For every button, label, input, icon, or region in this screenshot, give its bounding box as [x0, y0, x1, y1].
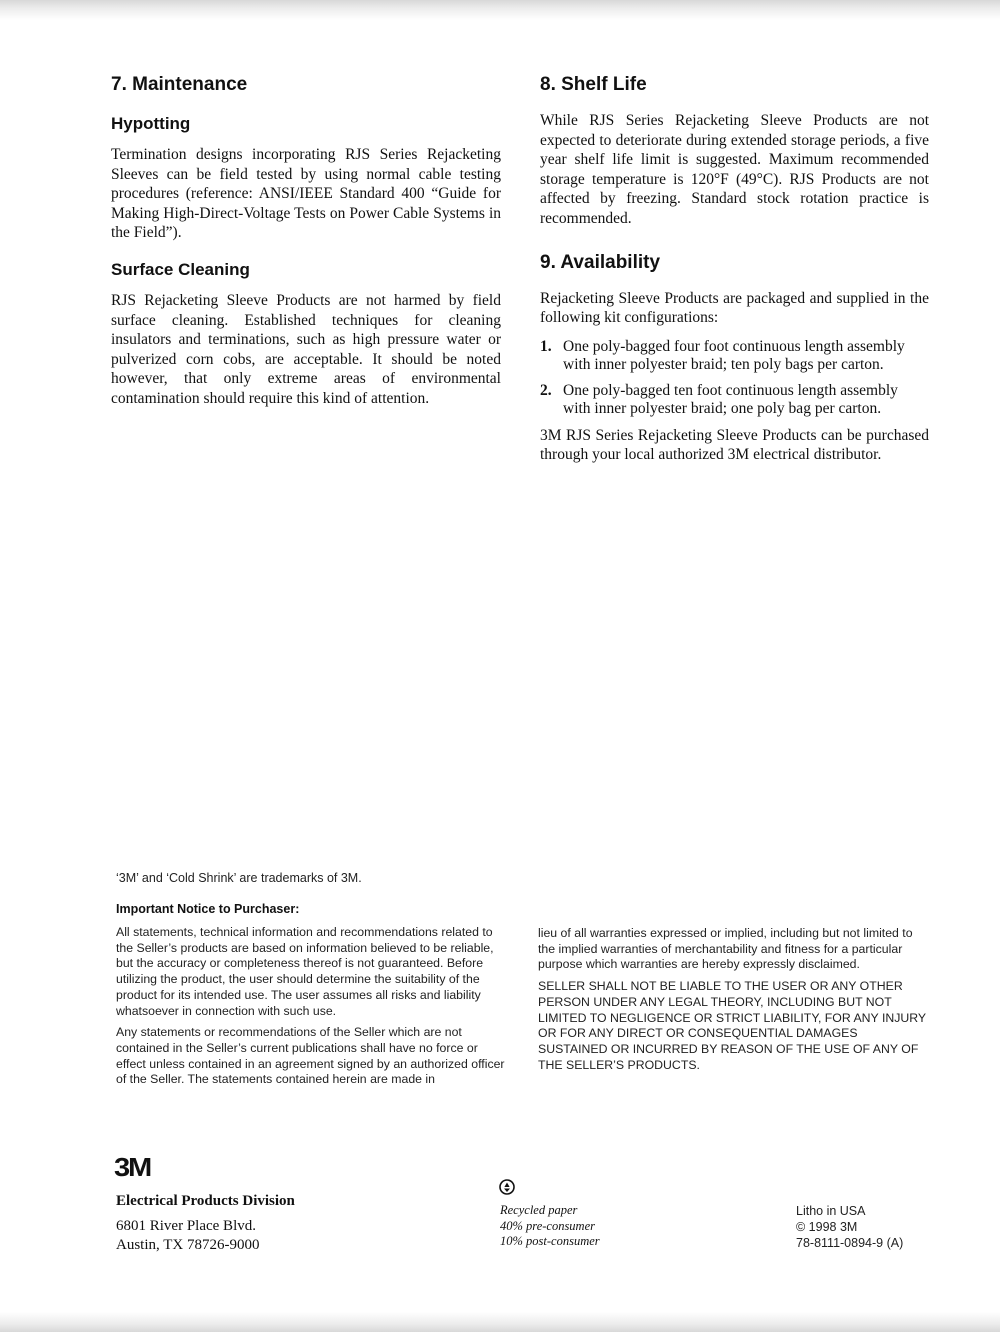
availability-intro: Rejacketing Sleeve Products are packaged and supplied in the following kit configurations:: [540, 289, 929, 327]
shelf-life-text: While RJS Series Rejacketing Sleeve Products are not expected to deteriorate during extended storage periods, a five year shelf life limit is suggested. Maximum recommended storage temperature is 120°F (49°C). RJS Products are not affected by freezing. Standard stock rotation practice is recommended.: [540, 112, 929, 227]
litho-line: Litho in USA: [796, 1204, 866, 1218]
kit-list: [540, 338, 929, 418]
list-item-number: 1.: [540, 337, 552, 355]
recycled-line: Recycled paper: [500, 1203, 578, 1217]
notice-title: Important Notice to Purchaser:: [116, 902, 300, 916]
address-line: Austin, TX 78726-9000: [116, 1237, 260, 1253]
notice-paragraph: Any statements or recommendations of the Seller which are not contained in the Seller’s current publications shall have no force or effect unless contained in an agreement signed by an authorized officer of the Seller. The statements contained herein are made in: [116, 1025, 505, 1087]
print-info: [796, 1203, 903, 1251]
address: [116, 1217, 259, 1255]
address-line: 6801 River Place Blvd.: [116, 1218, 256, 1234]
hypotting-heading: Hypotting: [111, 114, 191, 133]
document-number: 78-8111-0894-9 (A): [796, 1236, 904, 1250]
recycled-line: 40% pre-consumer: [500, 1218, 596, 1233]
copyright-line: © 1998 3M: [796, 1220, 858, 1234]
page-bottom-shadow: [0, 1312, 1000, 1332]
notice-paragraph: lieu of all warranties expressed or implied, including but not limited to the implied warranties of merchantability and fitness for a particular purpose which warranties are hereby expressly disclaimed.: [538, 926, 913, 972]
list-item: [540, 382, 929, 418]
notice-right-column: [538, 926, 930, 1079]
left-column: [111, 73, 501, 419]
right-column: [540, 73, 929, 475]
recycled-paper-note: [500, 1203, 600, 1250]
recycled-line: 10% post-consumer: [500, 1234, 600, 1248]
list-item-text: One poly-bagged four foot continuous length assembly with inner polyester braid; ten poly bags per carton.: [563, 337, 905, 373]
list-item-number: 2.: [540, 381, 552, 399]
recycle-icon: [499, 1179, 515, 1195]
division-name: Electrical Products Division: [116, 1193, 295, 1209]
availability-closing: 3M RJS Series Rejacketing Sleeve Products can be purchased through your local authorized 3M electrical distributor.: [540, 426, 929, 464]
surface-cleaning-heading: Surface Cleaning: [111, 259, 250, 279]
surface-cleaning-text: RJS Rejacketing Sleeve Products are not harmed by field surface cleaning. Established techniques for cleaning insulators and terminations, such as high pressure water or pulverized corn cobs, are acceptable. It should be noted however, that only extreme areas of environmental contamination should require this kind of attention.: [111, 291, 501, 407]
trademark-line: ‘3M’ and ‘Cold Shrink’ are trademarks of 3M.: [116, 871, 362, 885]
notice-left-column: [116, 925, 508, 1094]
list-item-text: One poly-bagged ten foot continuous length assembly with inner polyester braid; one poly bag per carton.: [563, 381, 898, 417]
hypotting-text: Termination designs incorporating RJS Series Rejacketing Sleeves can be field tested by using normal cable testing procedures (reference: ANSI/IEEE Standard 400 “Guide for Making High-Direct-Voltage Tests on Power Cable Systems in the Field”).: [111, 146, 501, 242]
page-top-shadow: [0, 0, 1000, 20]
availability-heading: 9. Availability: [540, 251, 661, 273]
maintenance-heading: 7. Maintenance: [111, 74, 248, 95]
notice-paragraph: SELLER SHALL NOT BE LIABLE TO THE USER OR ANY OTHER PERSON UNDER ANY LEGAL THEORY, INCLUDING BUT NOT LIMITED TO NEGLIGENCE OR STRICT LIABILITY, FOR ANY INJURY OR FOR ANY DIRECT OR CONSEQUENTIAL DAMAGES SUSTAINED OR INCURRED BY REASON OF THE USE OF ANY OF THE SELLER’S PRODUCTS.: [538, 979, 926, 1072]
list-item: [540, 338, 929, 374]
3m-logo: 3M: [114, 1152, 150, 1182]
notice-paragraph: All statements, technical information and recommendations related to the Seller’s products are based on information believed to be reliable, but the accuracy or completeness thereof is not guaranteed. Before utilizing the product, the user should determine the suitability of the product for its intended use. The user assumes all risks and liability whatsoever in connection with such use.: [116, 925, 494, 1018]
shelf-life-heading: 8. Shelf Life: [540, 74, 647, 95]
